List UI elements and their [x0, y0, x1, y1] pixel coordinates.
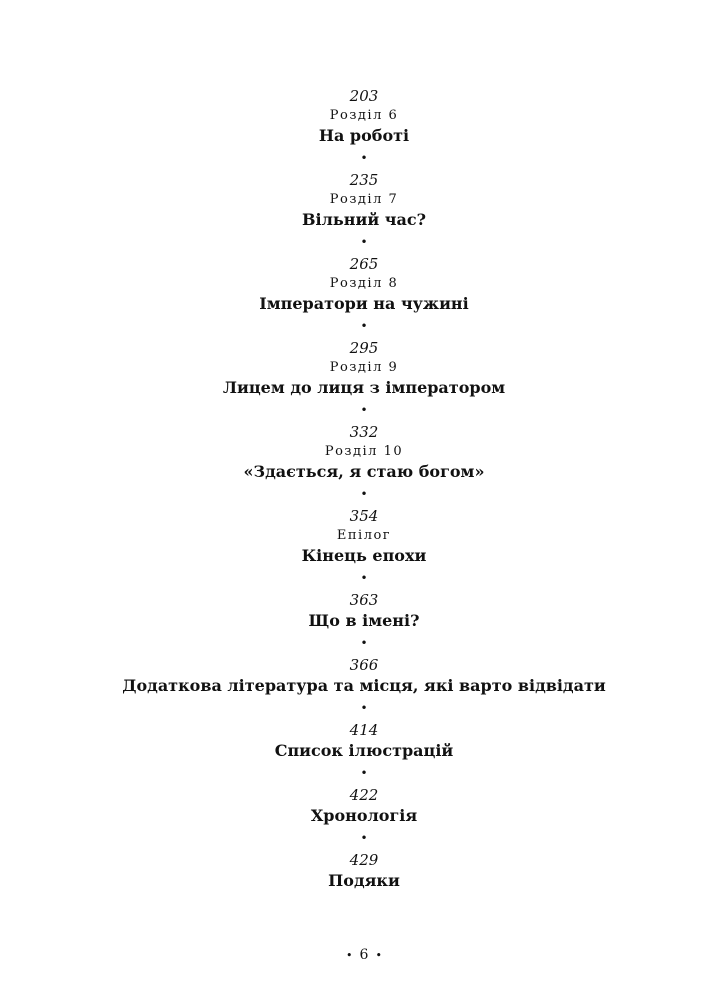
- toc-separator: •: [360, 403, 368, 417]
- toc-separator: •: [360, 701, 368, 715]
- toc-page-number: 366: [349, 656, 379, 674]
- toc-separator: •: [360, 235, 368, 249]
- footer-dot-right: •: [375, 949, 382, 962]
- toc-page-number: 235: [349, 171, 379, 189]
- toc-chapter-label: Розділ 6: [329, 108, 399, 123]
- toc-chapter-label: Розділ 9: [329, 360, 399, 375]
- toc-chapter-label: Розділ 10: [324, 444, 404, 459]
- toc-separator: •: [360, 766, 368, 780]
- toc-entry[interactable]: [0, 655, 728, 697]
- toc-chapter-label: Епілог: [336, 528, 392, 543]
- toc-title: «Здається, я стаю богом»: [243, 462, 485, 481]
- toc-entry[interactable]: [0, 506, 728, 567]
- toc-entry[interactable]: [0, 338, 728, 399]
- footer-dot-left: •: [346, 949, 353, 962]
- page-footer: [0, 945, 728, 966]
- toc-title: Що в імені?: [308, 611, 420, 630]
- toc-separator: •: [360, 636, 368, 650]
- toc-entry[interactable]: [0, 720, 728, 762]
- toc-title: На роботі: [318, 126, 410, 145]
- toc-entry[interactable]: [0, 86, 728, 147]
- toc-page-number: 265: [349, 255, 379, 273]
- toc-entry[interactable]: [0, 590, 728, 632]
- toc-title: Список ілюстрацій: [274, 741, 454, 760]
- toc-title: Лицем до лиця з імператором: [222, 378, 506, 397]
- toc-title: Хронологія: [310, 806, 418, 825]
- toc-entry[interactable]: [0, 850, 728, 892]
- toc-separator: •: [360, 319, 368, 333]
- toc-title: Подяки: [328, 871, 400, 890]
- table-of-contents: [0, 86, 728, 892]
- toc-chapter-label: Розділ 8: [329, 276, 399, 291]
- toc-page-number: 354: [349, 507, 379, 525]
- toc-page-number: 332: [349, 423, 379, 441]
- toc-entry[interactable]: [0, 254, 728, 315]
- toc-title: Імператори на чужині: [259, 294, 469, 313]
- toc-separator: •: [360, 571, 368, 585]
- toc-page-number: 295: [349, 339, 379, 357]
- footer-page-number: 6: [359, 947, 369, 963]
- toc-chapter-label: Розділ 7: [329, 192, 399, 207]
- toc-title: Вільний час?: [302, 210, 426, 229]
- toc-page-number: 429: [349, 851, 379, 869]
- toc-entry[interactable]: [0, 422, 728, 483]
- toc-entry[interactable]: [0, 785, 728, 827]
- toc-entry[interactable]: [0, 170, 728, 231]
- toc-separator: •: [360, 151, 368, 165]
- toc-page-number: 414: [349, 721, 379, 739]
- toc-separator: •: [360, 831, 368, 845]
- toc-title: Додаткова література та місця, які варто відвідати: [122, 676, 606, 695]
- toc-page-number: 422: [349, 786, 379, 804]
- toc-page-number: 363: [349, 591, 379, 609]
- toc-separator: •: [360, 487, 368, 501]
- toc-title: Кінець епохи: [301, 546, 427, 565]
- toc-page-number: 203: [349, 87, 379, 105]
